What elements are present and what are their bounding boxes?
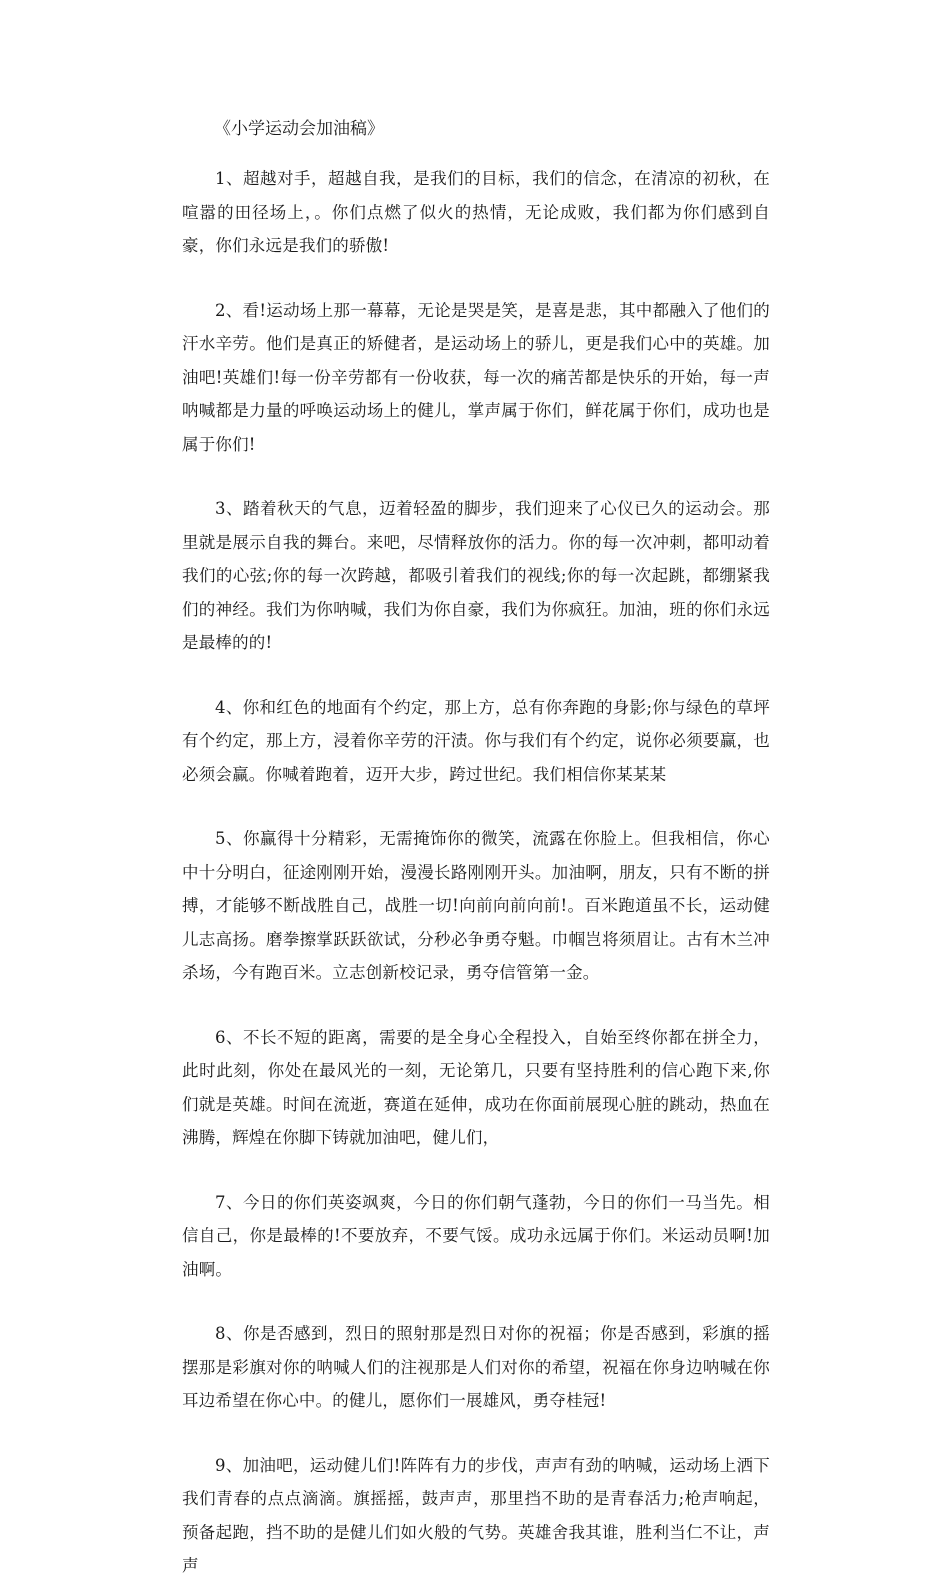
paragraph-1: 1、超越对手，超越自我，是我们的目标，我们的信念，在清凉的初秋，在喧嚣的田径场上，。你们点燃了似火的热情，无论成败，我们都为你们感到自豪，你们永远是我们的骄傲!: [182, 169, 770, 255]
document-title: 《小学运动会加油稿》: [214, 119, 384, 139]
paragraph-3: 3、踏着秋天的气息，迈着轻盈的脚步，我们迎来了心仪已久的运动会。那里就是展示自我的舞台。来吧，尽情释放你的活力。你的每一次冲刺，都叩动着我们的心弦;你的每一次跨越，都吸引着我们的视线;你的每一次起跳，都绷紧我们的神经。我们为你呐喊，我们为你自豪，我们为你疯狂。加油，班的你们永远是最棒的的!: [182, 499, 770, 652]
paragraph-7: 7、今日的你们英姿飒爽，今日的你们朝气蓬勃，今日的你们一马当先。相信自己，你是最棒的!不要放弃，不要气馁。成功永远属于你们。米运动员啊!加油啊。: [182, 1192, 770, 1279]
paragraph-6: 6、不长不短的距离，需要的是全身心全程投入，自始至终你都在拼全力，此时此刻，你处在最风光的一刻，无论第几，只要有坚持胜利的信心跑下来,你们就是英雄。时间在流逝，赛道在延伸，成功在你面前展现心脏的跳动，热血在沸腾，辉煌在你脚下铸就加油吧，健儿们，: [182, 1027, 770, 1147]
paragraph-8: 8、你是否感到，烈日的照射那是烈日对你的祝福；你是否感到，彩旗的摇摆那是彩旗对你的呐喊人们的注视那是人们对你的希望，祝福在你身边呐喊在你耳边希望在你心中。的健儿，愿你们一展雄风，勇夺桂冠!: [182, 1324, 770, 1410]
paragraph-9: 9、加油吧，运动健儿们!阵阵有力的步伐，声声有劲的呐喊，运动场上洒下我们青春的点点滴滴。旗摇摇，鼓声声，那里挡不助的是青春活力;枪声响起，预备起跑，挡不助的是健儿们如火般的气势。英雄舍我其谁，胜利当仁不让，声声: [182, 1455, 770, 1575]
paragraph-2: 2、看!运动场上那一幕幕，无论是哭是笑，是喜是悲，其中都融入了他们的汗水辛劳。他们是真正的矫健者，是运动场上的骄儿，更是我们心中的英雄。加油吧!英雄们!每一份辛劳都有一份收获，每一次的痛苦都是快乐的开始，每一声呐喊都是力量的呼唤运动场上的健儿，掌声属于你们，鲜花属于你们，成功也是属于你们!: [182, 300, 770, 454]
paragraph-4: 4、你和红色的地面有个约定，那上方，总有你奔跑的身影;你与绿色的草坪有个约定，那上方，浸着你辛劳的汗渍。你与我们有个约定，说你必须要赢，也必须会赢。你喊着跑着，迈开大步，跨过世纪。我们相信你某某某: [182, 697, 770, 784]
document-body: [182, 162, 770, 1583]
paragraph-5: 5、你赢得十分精彩，无需掩饰你的微笑，流露在你脸上。但我相信，你心中十分明白，征途刚刚开始，漫漫长路刚刚开头。加油啊，朋友，只有不断的拼搏，才能够不断战胜自己，战胜一切!向前向前向前!。百米跑道虽不长，运动健儿志高扬。磨拳擦掌跃跃欲试，分秒必争勇夺魁。巾帼岂将须眉让。古有木兰冲杀场，今有跑百米。立志创新校记录，勇夺信管第一金。: [182, 829, 770, 982]
